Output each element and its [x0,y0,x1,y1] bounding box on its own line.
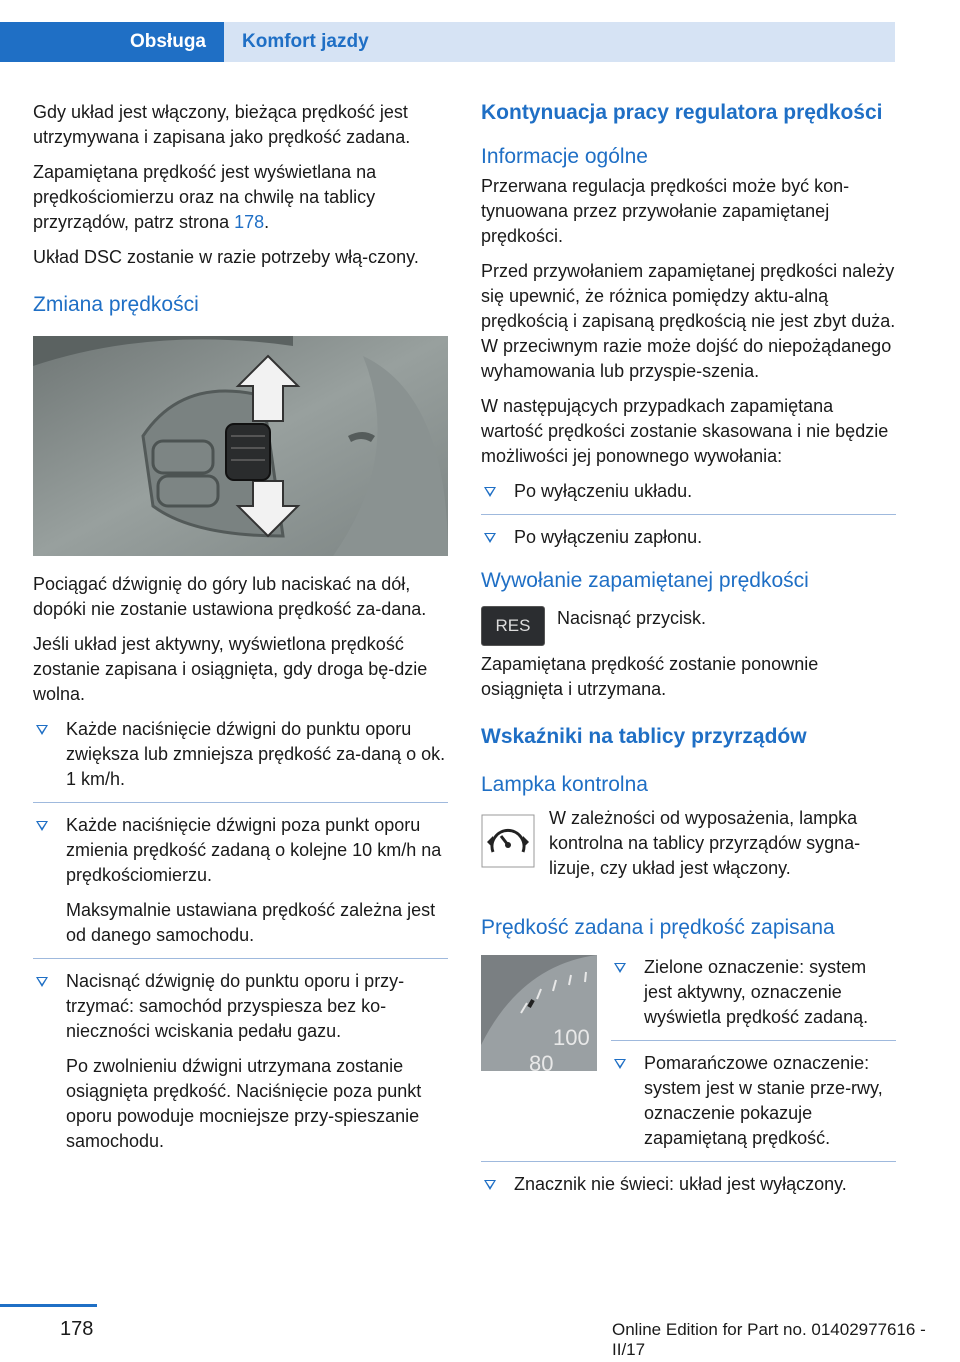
text: Pomarańczowe oznaczenie: system jest w stanie prze‐rwy, oznaczenie pokazuje zapamiętaną prędkość. [644,1053,883,1148]
section-heading: Zmiana prędkości [33,293,199,316]
list-item-note: Po zwolnieniu dźwigni utrzymana zostanie osiągnięta prędkość. Naciśnięcie poza punkt oporu powoduje mocniejsze przy‐spieszanie samochodu. [66,1056,422,1151]
triangle-bullet-icon [484,487,496,497]
list-item [481,1172,896,1197]
text: Każde naciśnięcie dźwigni poza punkt oporu zmienia prędkość zadaną o kolejne 10 km/h na prędkościomierzu. [66,815,442,885]
paragraph: W następujących przypadkach zapamiętana wartość prędkości zostanie skasowana i nie będzie możliwości jej ponownego wywołania: [481,396,889,466]
text: Zapamiętana prędkość jest wyświetlana na prędkościomierzu oraz na chwilę na tablicy przyrządów, patrz strona [33,162,377,232]
edition-text: Online Edition for Part no. 01402977616 - II/17 [612,1320,926,1359]
triangle-bullet-icon [484,1180,496,1190]
gauge-label-100: 100 [553,1025,590,1050]
tab-obsluga[interactable]: Obsługa [0,22,224,62]
paragraph: Przerwana regulacja prędkości może być kon‐tynuowana przez przywołanie zapamiętanej prędkości. [481,176,850,246]
tab-komfort-jazdy[interactable]: Komfort jazdy [224,22,895,62]
paragraph: Przed przywołaniem zapamiętanej prędkości należy się upewnić, że różnica pomiędzy aktu‐alną prędkością i zapisaną prędkością nie jest zbyt duża. W przeciwnym razie może dojść do niepożądanego wyhamowania lub przyspie‐szenia. [481,261,896,381]
triangle-bullet-icon [614,963,626,973]
list-item [481,525,896,550]
subsection-heading: Prędkość zadana i prędkość zapisana [481,916,835,939]
left-column [33,100,448,1164]
page-number: 178 [60,1318,94,1340]
paragraph: Zapamiętana prędkość zostanie ponownie osiągnięta i utrzymana. [481,654,819,699]
footer-rule [0,1304,97,1307]
paragraph: Układ DSC zostanie w razie potrzeby włą‐czony. [33,247,419,267]
bullet-list [481,1161,896,1197]
text: Każde naciśnięcie dźwigni do punktu oporu zwiększa lub zmniejsza prędkość za‐daną o ok. 1 km/h. [66,719,446,789]
triangle-bullet-icon [36,977,48,987]
list-item [33,969,448,1154]
speedometer-marker-image [481,955,597,1071]
text: Znacznik nie świeci: układ jest wyłączony. [514,1174,847,1194]
text: Nacisnąć dźwignię do punktu oporu i przy‐trzymać: samochód przyspiesza bez ko‐nieczności wciskania pedału gazu. [66,971,405,1041]
text: . [264,212,270,232]
list-item [481,479,896,515]
text: Po wyłączeniu zapłonu. [514,527,703,547]
bullet-list [611,955,896,1151]
steering-wheel-lever-image [33,336,448,556]
text: Po wyłączeniu układu. [514,481,693,501]
paragraph [33,160,448,235]
page-link[interactable]: 178 [234,212,265,232]
subsection-heading: Lampka kontrolna [481,773,648,796]
list-item-note: Maksymalnie ustawiana prędkość zależna jest od danego samochodu. [66,900,436,945]
bullet-list [481,479,896,550]
paragraph: Gdy układ jest włączony, bieżąca prędkość jest utrzymywana i zapisana jako prędkość zadana. [33,102,411,147]
header-tabs [0,22,895,62]
paragraph: W zależności od wyposażenia, lampka kontrolna na tablicy przyrządów sygna‐lizuje, czy układ jest włączony. [549,808,861,878]
triangle-bullet-icon [614,1059,626,1069]
subsection-heading: Informacje ogólne [481,145,648,168]
paragraph: Jeśli układ jest aktywny, wyświetlona prędkość zostanie zapisana i osiągnięta, gdy droga bę‐dzie wolna. [33,634,428,704]
text: Zielone oznaczenie: system jest aktywny, oznaczenie wyświetla prędkość zadaną. [644,957,869,1027]
list-item [33,717,448,803]
subsection-heading: Wywołanie zapamiętanej prędkości [481,569,809,592]
section-heading: Kontynuacja pracy regulatora prędkości [481,101,883,124]
right-column [481,100,896,1207]
bullet-list [33,717,448,1154]
triangle-bullet-icon [36,821,48,831]
list-item [611,955,896,1041]
cruise-control-indicator-icon [481,814,535,868]
section-heading: Wskaźniki na tablicy przyrządów [481,725,807,748]
list-item [33,813,448,959]
paragraph: Pociągać dźwignię do góry lub naciskać na dół, dopóki nie zostanie ustawiona prędkość za‐dana. [33,574,427,619]
triangle-bullet-icon [484,533,496,543]
res-button-icon: RES [481,606,545,646]
triangle-bullet-icon [36,725,48,735]
list-item [611,1051,896,1151]
paragraph: Nacisnąć przycisk. [557,608,707,628]
gauge-label-80: 80 [529,1051,554,1071]
